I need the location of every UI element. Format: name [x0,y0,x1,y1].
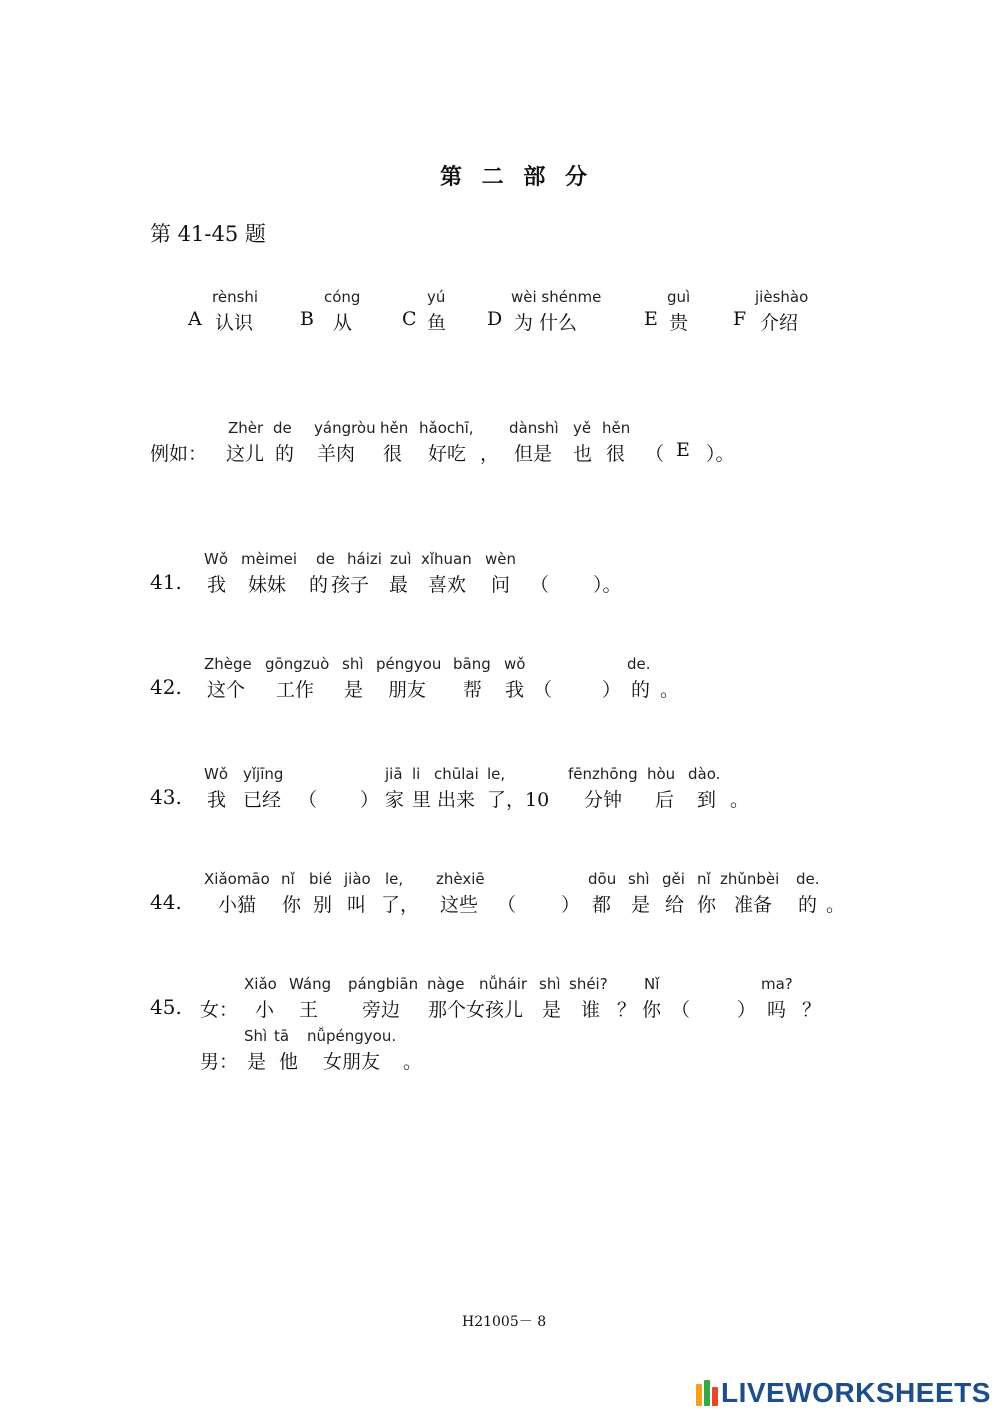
hanzi-word: ） [360,789,380,811]
hanzi-word: 很 [606,443,626,465]
hanzi-word: （ [530,574,550,596]
hanzi-word: 准备 [734,894,773,916]
hanzi-word: 我 [207,574,227,596]
hanzi-word: 的 [631,679,651,701]
hanzi-word: 的 [798,894,818,916]
pinyin-word: le, [487,765,506,783]
question-number: 44. [150,890,182,914]
pinyin-word: gōngzuò [265,655,330,673]
hanzi-word: 是 [631,894,651,916]
pinyin-word: hǎochī, [419,419,474,437]
option-b-word: 从 [333,312,353,334]
hanzi-word: 是 [344,679,364,701]
hanzi-word: ） [561,894,581,916]
hanzi-word: ） [602,679,622,701]
hanzi-word: 是 [247,1051,267,1073]
pinyin-word: hěn [602,419,631,437]
hanzi-word: 我 [505,679,525,701]
pinyin-word: nǐ [697,870,711,888]
pinyin-word: Shì [244,1027,268,1045]
hanzi-word: 这个 [207,679,246,701]
pinyin-word: bāng [453,655,491,673]
pinyin-word: péngyou [376,655,442,673]
liveworksheets-mark-icon [696,1380,718,1406]
hanzi-word: 你 [642,999,662,1021]
hanzi-word: 女朋友 [323,1051,381,1073]
hanzi-word: 这些 [440,894,479,916]
speaker-female: 女： [200,999,239,1021]
pinyin-word: tā [274,1027,290,1045]
pinyin-word: de. [796,870,820,888]
hanzi-word: 。 [403,1051,423,1073]
pinyin-word: de [316,550,335,568]
option-a-word: 认识 [215,312,254,334]
hanzi-word: 小猫 [218,894,257,916]
pinyin-word: jiào [344,870,371,888]
speaker-male: 男： [200,1051,239,1073]
hanzi-word: 帮 [463,679,483,701]
pinyin-word: nǚháir [479,975,528,993]
section-title: 第 二 部 分 [440,165,593,190]
pinyin-word: yángròu [314,419,376,437]
hanzi-word: 我 [207,789,227,811]
option-e-pinyin: guì [667,288,691,306]
pinyin-word: zhèxiē [436,870,485,888]
pinyin-word: wèn [485,550,517,568]
pinyin-word: Wáng [289,975,332,993]
option-d-pinyin: wèi shénme [511,288,602,306]
hanzi-word: ？ [617,999,637,1021]
hanzi-word: ） [737,999,757,1021]
hanzi-word: （ [298,789,318,811]
pinyin-word: shì [342,655,364,673]
pinyin-word: Wǒ [204,765,229,783]
pinyin-word: fēnzhōng [568,765,638,783]
hanzi-word: 你 [697,894,717,916]
pinyin-word: hěn [380,419,409,437]
option-d-letter: D [487,308,503,330]
hanzi-word: 女孩儿 [466,999,524,1021]
hanzi-word: （ [671,999,691,1021]
hanzi-word: 是 [542,999,562,1021]
hanzi-word: 妹妹 [248,574,287,596]
hanzi-word: 孩子 [331,574,370,596]
pinyin-word: dànshì [509,419,559,437]
pinyin-word: chūlai [434,765,479,783]
hanzi-word: 家 [385,789,405,811]
pinyin-word: li [412,765,421,783]
pinyin-word: zhǔnbèi [720,870,780,888]
hanzi-word: 到 [697,789,717,811]
option-a-pinyin: rènshi [212,288,259,306]
pinyin-word: gěi [662,870,685,888]
hanzi-word: 他 [279,1051,299,1073]
option-e-word: 贵 [669,312,689,334]
pinyin-word: Xiǎomāo [204,870,270,888]
hanzi-word: 。 [660,679,680,701]
hanzi-word: 别 [313,894,333,916]
hanzi-word: 出来 [437,789,476,811]
pinyin-word: dào. [688,765,721,783]
hanzi-word: 都 [592,894,612,916]
hanzi-word: 问 [491,574,511,596]
hanzi-word: 这儿 [226,443,265,465]
example-answer: E [676,439,690,461]
hanzi-word: ？ [802,999,822,1021]
hanzi-word: 已经 [243,789,282,811]
hanzi-word: 羊肉 [317,443,356,465]
pinyin-word: Zhège [204,655,252,673]
liveworksheets-logo [696,1378,991,1408]
hanzi-word: 好吃 [428,443,467,465]
pinyin-word: Zhèr [228,419,264,437]
question-number: 43. [150,785,182,809]
pinyin-word: xǐhuan [421,550,472,568]
pinyin-word: shéi? [569,975,608,993]
option-b-pinyin: cóng [324,288,361,306]
pinyin-word: Nǐ [644,975,660,993]
option-e-letter: E [644,308,658,330]
hanzi-word: 喜欢 [428,574,467,596]
pinyin-word: ma? [761,975,793,993]
pinyin-word: mèimei [241,550,298,568]
option-c-pinyin: yú [427,288,446,306]
pinyin-word: bié [309,870,332,888]
pinyin-word: pángbiān [348,975,419,993]
pinyin-word: yě [573,419,592,437]
question-number: 42. [150,675,182,699]
pinyin-word: jiā [385,765,403,783]
pinyin-word: de [273,419,292,437]
pinyin-word: yǐjīng [243,765,284,783]
option-f-pinyin: jièshào [755,288,809,306]
hanzi-word: （ [533,679,553,701]
hanzi-word: 的 [275,443,295,465]
pinyin-word: háizi [347,550,382,568]
hanzi-word: ）。 [706,443,735,465]
hanzi-word: 后 [655,789,675,811]
option-a-letter: A [188,308,202,330]
hanzi-word: 了， [381,894,420,916]
question-number: 41. [150,570,182,594]
page-footer: H21005－ 8 [462,1314,547,1330]
pinyin-word: de. [627,655,651,673]
hanzi-word: ）。 [593,574,622,596]
hanzi-word: 很 [383,443,403,465]
hanzi-word: 也 [573,443,593,465]
pinyin-word: dōu [588,870,617,888]
hanzi-word: 最 [389,574,409,596]
pinyin-word: nǚpéngyou. [307,1027,397,1045]
hanzi-word: ， [480,443,500,465]
hanzi-word: 工作 [276,679,315,701]
pinyin-word: nǐ [281,870,295,888]
hanzi-word: 吗 [767,999,787,1021]
pinyin-word: wǒ [504,655,526,673]
pinyin-word: hòu [647,765,676,783]
hanzi-word: 你 [282,894,302,916]
liveworksheets-wordmark: LIVEWORKSHEETS [721,1377,991,1408]
option-d-word: 为 什么 [514,312,578,334]
hanzi-word: 朋友 [388,679,427,701]
hanzi-word: 小 [255,999,275,1021]
hanzi-word: （ [645,443,665,465]
pinyin-word: shì [539,975,561,993]
pinyin-word: Wǒ [204,550,229,568]
hanzi-word: 分钟 [584,789,623,811]
hanzi-word: 但是 [514,443,553,465]
hanzi-word: 了，10 [487,789,550,811]
hanzi-word: 那个 [428,999,467,1021]
pinyin-word: Xiǎo [244,975,277,993]
option-c-word: 鱼 [427,312,447,334]
pinyin-word: nàge [427,975,465,993]
hanzi-word: 王 [299,999,319,1021]
option-f-letter: F [733,308,747,330]
hanzi-word: 。 [826,894,846,916]
hanzi-word: 的 [309,574,329,596]
hanzi-word: 叫 [347,894,367,916]
pinyin-word: zuì [390,550,412,568]
option-b-letter: B [300,308,314,330]
hanzi-word: 。 [730,789,750,811]
hanzi-word: 谁 [581,999,601,1021]
question-number: 45. [150,995,182,1019]
pinyin-word: le, [385,870,404,888]
hanzi-word: 给 [665,894,685,916]
option-f-word: 介绍 [760,312,799,334]
example-label: 例如： [150,443,208,465]
hanzi-word: 旁边 [362,999,401,1021]
option-c-letter: C [402,308,417,330]
hanzi-word: （ [497,894,517,916]
pinyin-word: shì [628,870,650,888]
question-range-heading: 第 41-45 题 [150,222,266,246]
hanzi-word: 里 [412,789,432,811]
